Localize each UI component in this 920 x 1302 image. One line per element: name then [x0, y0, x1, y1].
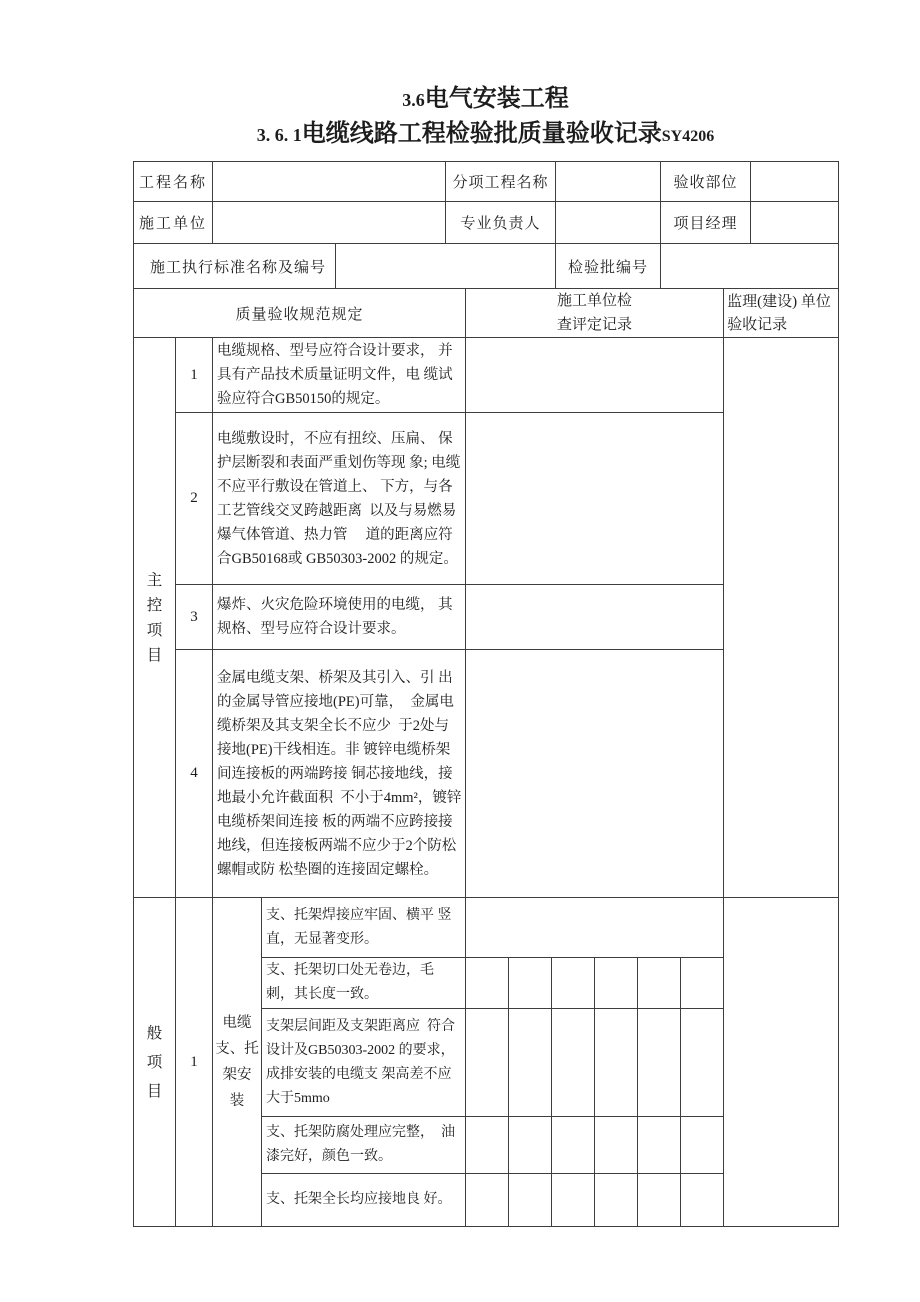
supervisor-record-cell-main	[724, 338, 839, 898]
spec-header: 质量验收规范规定	[134, 289, 466, 338]
item-text: 支架层间距及支架距离应 符合设计及GB50303-2002 的要求，成排安装的电缆支 架高差不应大于5mmo	[262, 1009, 466, 1117]
check-grid-cell	[681, 1174, 724, 1227]
item-text: 电缆规格、型号应符合设计要求， 并具有产品技术质量证明文件，电 缆试验应符合GB50150的规定。	[213, 338, 466, 413]
category-line-1: 电缆	[222, 1015, 252, 1031]
check-grid-cell	[466, 1174, 509, 1227]
main-section-char-3: 项	[146, 621, 163, 639]
check-grid-cell	[638, 1009, 681, 1117]
general-section-char-2: 项	[146, 1053, 163, 1071]
check-grid-cell	[638, 958, 681, 1009]
check-grid-cell	[681, 1117, 724, 1174]
document-titles	[133, 86, 838, 152]
info-row-project	[134, 162, 839, 202]
item-text: 支、托架全长均应接地良 好。	[262, 1174, 466, 1227]
inspection-table	[133, 288, 839, 1227]
check-grid-cell	[466, 958, 509, 1009]
category-line-4: 装	[229, 1093, 245, 1109]
general-category-label	[213, 898, 262, 1227]
project-name-label: 工程名称	[134, 162, 213, 202]
check-grid-cell	[466, 1117, 509, 1174]
supervisor-record-cell-general	[724, 898, 839, 1227]
contractor-record-header-line2: 查评定记录	[557, 317, 633, 333]
contractor-record-cell	[466, 338, 724, 413]
general-section-label	[134, 898, 176, 1227]
grid-header-row	[134, 289, 839, 338]
contractor-label: 施工单位	[134, 202, 213, 244]
check-grid-cell	[595, 1174, 638, 1227]
contractor-record-cell	[466, 650, 724, 898]
batch-number-value	[661, 244, 839, 289]
check-grid-cell	[552, 1117, 595, 1174]
general-group-number: 1	[176, 898, 213, 1227]
supervisor-record-header-line1: 监理(建设) 单位	[727, 294, 831, 310]
standard-name-value	[336, 244, 556, 289]
info-row-standard	[134, 244, 839, 289]
check-grid-cell	[509, 1009, 552, 1117]
check-grid-cell	[509, 1174, 552, 1227]
subtitle-text: 电缆线路工程检验批质量验收记录	[301, 121, 662, 147]
check-grid-cell	[552, 1009, 595, 1117]
check-grid-cell	[552, 958, 595, 1009]
subtitle-code: SY4206	[661, 128, 715, 145]
title-number: 3.6	[402, 90, 425, 110]
sub-project-label: 分项工程名称	[446, 162, 556, 202]
contractor-record-cell	[466, 585, 724, 650]
page-title	[133, 86, 838, 113]
item-text: 支、托架防腐处理应完整， 油漆完好，颜色一致。	[262, 1117, 466, 1174]
category-line-2: 支、托	[215, 1041, 259, 1057]
check-grid-cell	[681, 1009, 724, 1117]
check-grid-cell	[466, 1009, 509, 1117]
item-text: 支、托架切口处无卷边，毛 刺，其长度一致。	[262, 958, 466, 1009]
acceptance-part-label: 验收部位	[661, 162, 751, 202]
contractor-record-header	[466, 289, 724, 338]
item-number: 3	[176, 585, 213, 650]
project-manager-label: 项目经理	[661, 202, 751, 244]
acceptance-part-value	[751, 162, 839, 202]
discipline-head-label: 专业负责人	[446, 202, 556, 244]
subtitle-number: 3. 6. 1	[256, 125, 302, 145]
info-row-contractor	[134, 202, 839, 244]
item-number: 4	[176, 650, 213, 898]
acceptance-form	[133, 161, 838, 1227]
check-grid-cell	[638, 1117, 681, 1174]
check-grid-cell	[509, 958, 552, 1009]
contractor-record-header-line1: 施工单位检	[557, 293, 633, 309]
standard-name-label: 施工执行标准名称及编号	[134, 244, 336, 289]
general-section-char-3: 目	[146, 1082, 163, 1100]
project-manager-value	[751, 202, 839, 244]
main-section-char-4: 目	[146, 646, 163, 664]
main-item-row-1	[134, 338, 839, 413]
item-text: 支、托架焊接应牢固、横平 竖直，无显著变形。	[262, 898, 466, 958]
project-name-value	[213, 162, 446, 202]
item-number: 1	[176, 338, 213, 413]
general-item-row-1	[134, 898, 839, 958]
contractor-value	[213, 202, 446, 244]
item-number: 2	[176, 413, 213, 585]
page-subtitle	[133, 119, 838, 152]
item-text: 爆炸、火灾危险环境使用的电缆， 其规格、型号应符合设计要求。	[213, 585, 466, 650]
main-section-char-1: 主	[146, 571, 163, 589]
general-section-char-1: 般	[146, 1024, 163, 1042]
item-text: 电缆敷设时，不应有扭绞、压扁、 保护层断裂和表面严重划伤等现 象; 电缆不应平行敷设在管道上、 下方，与各工艺管线交叉跨越距离 以及与易燃易爆气体管道、热力管 道的距离应符合GB50168或 GB50303-2002 的规定。	[213, 413, 466, 585]
sub-project-value	[556, 162, 661, 202]
contractor-record-cell	[466, 413, 724, 585]
category-line-3: 架安	[222, 1067, 252, 1083]
check-grid-cell	[552, 1174, 595, 1227]
discipline-head-value	[556, 202, 661, 244]
check-grid-cell	[595, 1009, 638, 1117]
check-grid-cell	[595, 1117, 638, 1174]
check-grid-cell	[509, 1117, 552, 1174]
batch-number-label: 检验批编号	[556, 244, 661, 289]
main-section-char-2: 控	[146, 596, 163, 614]
info-table-standard	[133, 243, 839, 289]
info-table	[133, 161, 839, 244]
check-grid-cell	[638, 1174, 681, 1227]
supervisor-record-header	[724, 289, 839, 338]
check-grid-cell	[595, 958, 638, 1009]
main-section-label	[134, 338, 176, 898]
supervisor-record-header-line2: 验收记录	[727, 317, 788, 333]
contractor-record-cell	[466, 898, 724, 958]
check-grid-cell	[681, 958, 724, 1009]
item-text: 金属电缆支架、桥架及其引入、引 出的金属导管应接地(PE)可靠， 金属电缆桥架及其支架全长不应少 于2处与接地(PE)干线相连。非 镀锌电缆桥架间连接板的两端跨接 铜芯接地线，接地最小允许截面积 不小于4mm²，镀锌电缆桥架间连接 板的两端不应跨接接地线，但连接板两端不应少于2个防松螺帽或防 松垫圈的连接固定螺栓。	[213, 650, 466, 898]
title-text: 电气安装工程	[424, 86, 569, 112]
